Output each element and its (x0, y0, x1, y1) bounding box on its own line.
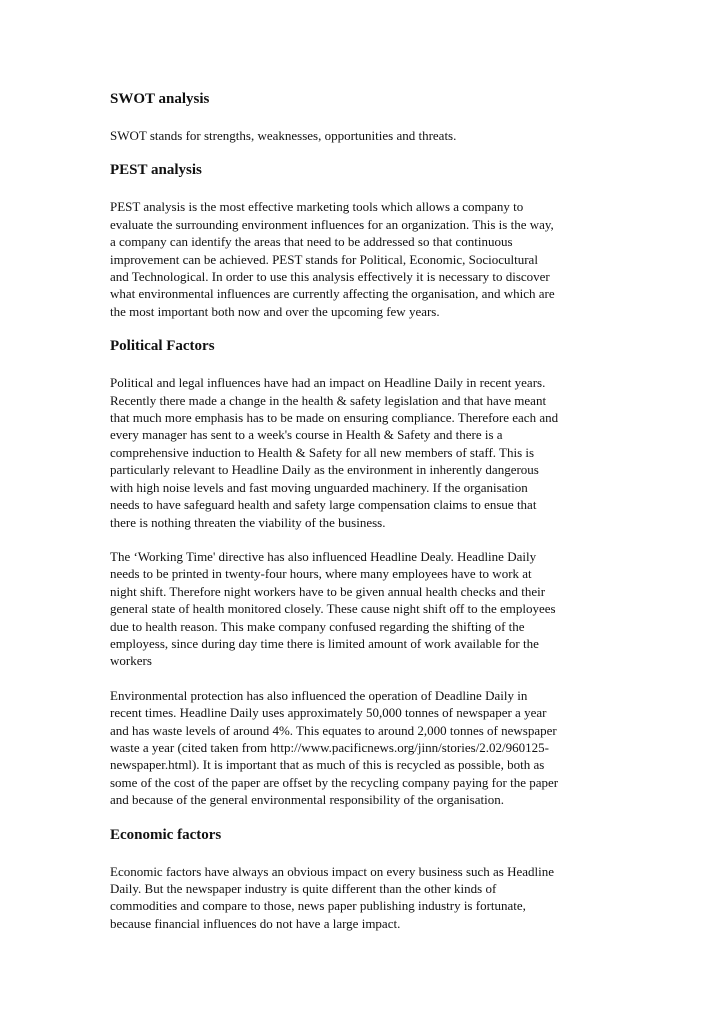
section-heading: Political Factors (110, 338, 215, 355)
section-heading: SWOT analysis (110, 91, 210, 107)
paragraph (110, 548, 620, 670)
text-line: comprehensive induction to Health & Safety for all new members of staff. This is (110, 444, 535, 460)
paragraph (110, 198, 620, 320)
section-political-factors (110, 337, 620, 808)
text-line: Economic factors have always an obvious impact on every business such as Headline (110, 863, 555, 879)
text-line: needs to have safeguard health and safety large compensation claims to ensue that (110, 497, 537, 513)
text-line: Political and legal influences have had an impact on Headline Daily in recent years. (110, 375, 546, 391)
text-line: general state of health monitored closely. These cause night shift off to the employees (110, 601, 556, 617)
text-line: employess, since during day time there is limited amount of work available for the (110, 635, 539, 651)
text-line: needs to be printed in twenty-four hours, where many employees have to work at (110, 566, 532, 582)
text-line: and because of the general environmental responsibility of the organisation. (110, 792, 504, 808)
text-line: PEST analysis is the most effective marketing tools which allows a company to (110, 199, 524, 215)
text-line: Daily. But the newspaper industry is quite different than the other kinds of (110, 881, 497, 896)
text-line: waste a year (cited taken from http://www.pacificnews.org/jinn/stories/2.02/960125- (110, 739, 549, 755)
text-line: SWOT stands for strengths, weaknesses, opportunities and threats. (110, 128, 457, 143)
text-line: evaluate the surrounding environment influences for an organization. This is the way, (110, 216, 554, 232)
text-line: the most important both now and over the upcoming few years. (110, 303, 440, 319)
text-line: night shift. Therefore night workers have to be given annual health checks and their (110, 583, 546, 599)
section-heading: PEST analysis (110, 162, 202, 179)
paragraph (110, 687, 620, 809)
text-line: workers (110, 653, 152, 669)
text-line: because financial influences do not have a large impact. (110, 915, 401, 931)
text-line: and Technological. In order to use this analysis effectively it is necessary to discover (110, 269, 550, 285)
text-line: there is nothing threaten the viability of the business. (110, 514, 386, 530)
text-line: with high noise levels and fast moving unguarded machinery. If the organisation (110, 479, 528, 495)
text-line: what environmental influences are currently affecting the organisation, and which are (110, 286, 555, 302)
text-line: due to health reason. This make company confused regarding the shifting of the (110, 618, 525, 634)
text-line: and has waste levels of around 4%. This equates to around 2,000 tonnes of newspaper (110, 722, 557, 738)
text-line: that much more emphasis has to be made on ensuring compliance. Therefore each and (110, 410, 559, 426)
text-line: particularly relevant to Headline Daily as the environment in inherently dangerous (110, 462, 539, 478)
text-line: a company can identify the areas that need to be addressed so that continuous (110, 234, 513, 250)
section-economic-factors (110, 826, 620, 933)
text-line: commodities and compare to those, news paper publishing industry is fortunate, (110, 898, 526, 914)
text-line: some of the cost of the paper are offset by the recycling company paying for the paper (110, 774, 559, 790)
section-swot (110, 90, 620, 144)
text-line: improvement can be achieved. PEST stands for Political, Economic, Sociocultural (110, 251, 538, 267)
paragraph (110, 374, 620, 531)
paragraph (110, 863, 620, 933)
text-line: Environmental protection has also influenced the operation of Deadline Daily in (110, 687, 528, 703)
text-line: The ‘Working Time' directive has also influenced Headline Dealy. Headline Daily (110, 548, 537, 564)
text-line: Recently there made a change in the health & safety legislation and that have meant (110, 392, 547, 408)
section-heading: Economic factors (110, 826, 222, 843)
paragraph (110, 127, 620, 144)
text-line: newspaper.html). It is important that as much of this is recycled as possible, both as (110, 757, 545, 773)
document-page (110, 90, 620, 949)
section-pest (110, 161, 620, 320)
text-line: recent times. Headline Daily uses approximately 50,000 tonnes of newspaper a year (110, 705, 547, 721)
text-line: every manager has sent to a week's course in Health & Safety and there is a (110, 427, 503, 443)
